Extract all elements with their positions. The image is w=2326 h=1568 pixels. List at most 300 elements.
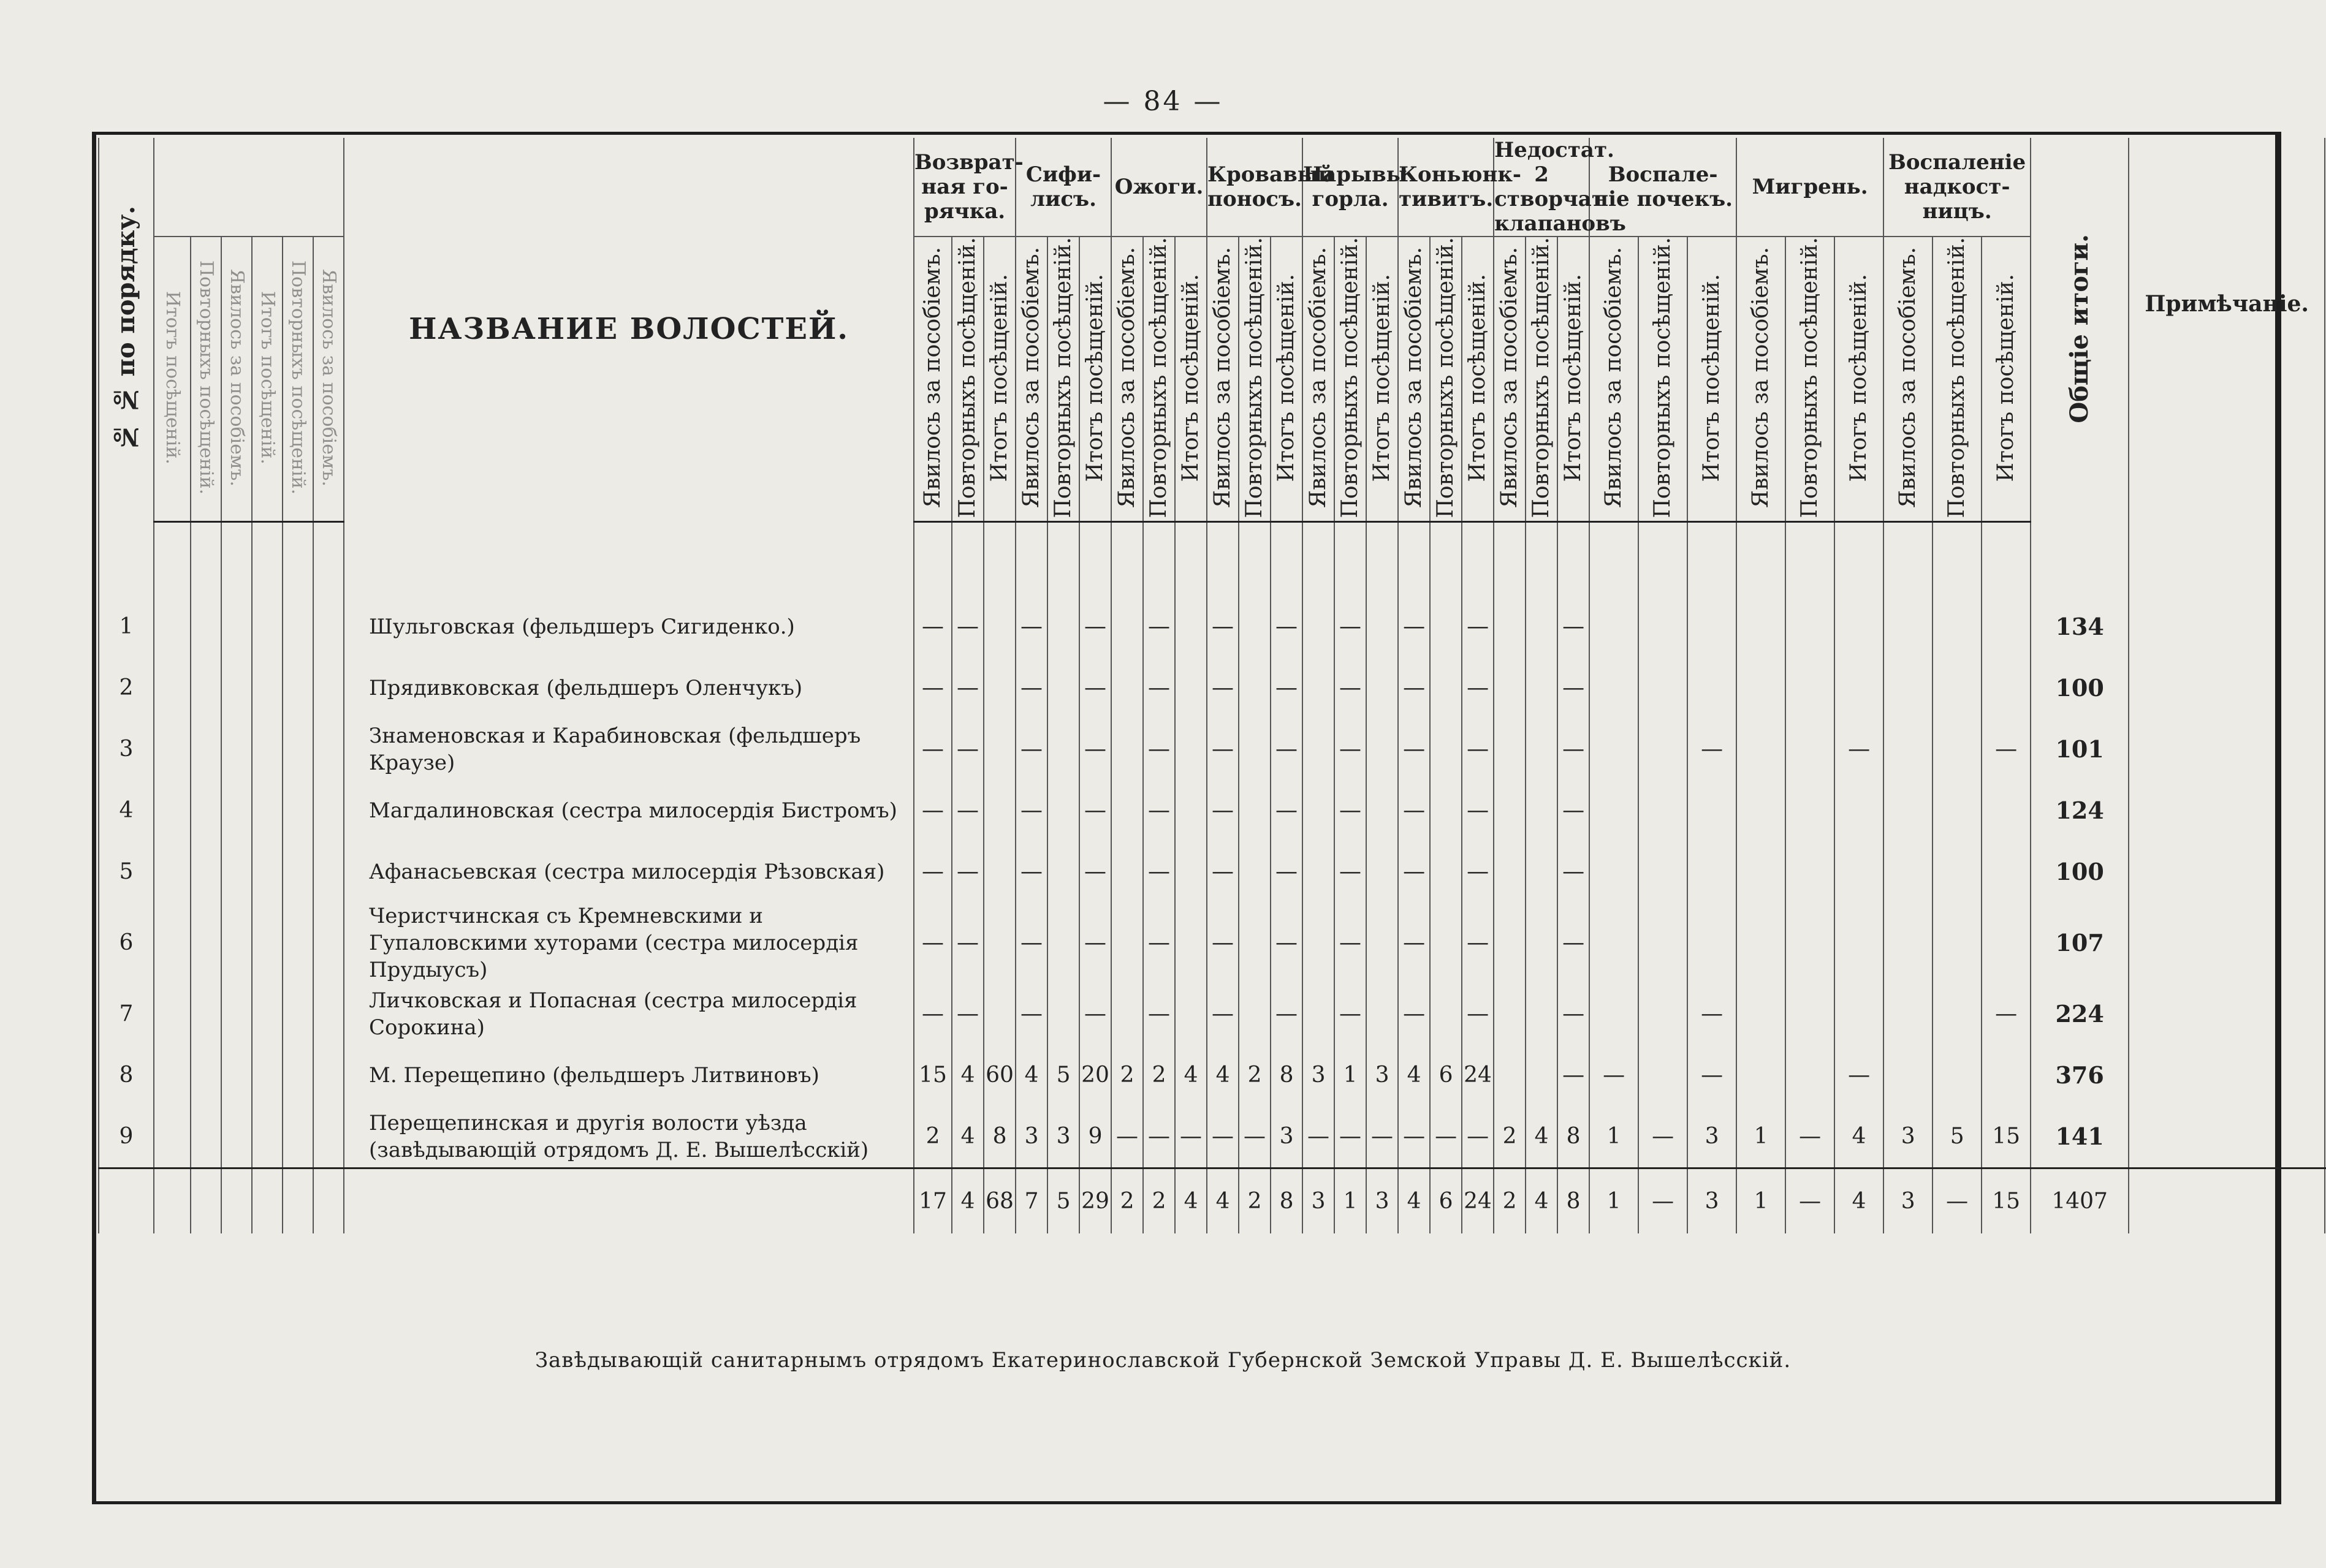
data-cell <box>1933 841 1982 903</box>
mirror-cell <box>221 596 252 657</box>
data-cell: — <box>1557 780 1589 841</box>
data-cell <box>1526 780 1557 841</box>
sum-cell: 8 <box>1271 1168 1302 1233</box>
group-header-4: Нарывы горла. <box>1302 138 1398 237</box>
data-cell <box>1175 596 1207 657</box>
mirror-cell <box>313 780 344 841</box>
data-cell: — <box>1271 596 1302 657</box>
mirror-cell <box>154 1045 191 1106</box>
mirror-cell <box>191 1168 221 1233</box>
row-number: 5 <box>99 841 154 903</box>
spacer-cell <box>1638 521 1687 596</box>
data-cell <box>1834 780 1883 841</box>
mirror-cell <box>283 657 313 719</box>
sum-cell: 24 <box>1462 1168 1494 1233</box>
sub-header-6-2 <box>1557 237 1589 521</box>
data-cell <box>1933 596 1982 657</box>
spacer-cell <box>252 521 283 596</box>
data-cell: — <box>1334 1106 1366 1168</box>
mirror-cell <box>313 841 344 903</box>
mirror-cell <box>252 983 283 1045</box>
data-cell: — <box>1207 719 1239 780</box>
sub-header-4-0 <box>1302 237 1334 521</box>
spacer-cell <box>1462 521 1494 596</box>
data-cell: — <box>1143 1106 1175 1168</box>
sum-cell: — <box>1933 1168 1982 1233</box>
mirror-cell <box>252 780 283 841</box>
data-cell: — <box>1834 1045 1883 1106</box>
spacer-cell <box>1016 521 1047 596</box>
name-header <box>344 138 914 521</box>
data-cell <box>984 657 1016 719</box>
data-cell: — <box>1589 1045 1638 1106</box>
data-cell: — <box>952 596 984 657</box>
mirror-cell <box>154 1168 191 1233</box>
data-cell <box>1982 780 2031 841</box>
data-cell <box>1047 719 1079 780</box>
data-cell <box>1111 596 1143 657</box>
sum-cell: 2 <box>1239 1168 1271 1233</box>
sum-blank <box>99 1168 154 1233</box>
table-row <box>99 1045 2326 1106</box>
data-cell <box>1785 657 1834 719</box>
mirror-cell <box>313 983 344 1045</box>
data-cell <box>1111 903 1143 983</box>
data-cell <box>1638 596 1687 657</box>
data-cell: — <box>1079 657 1111 719</box>
data-cell: — <box>914 903 952 983</box>
mirror-cell <box>191 903 221 983</box>
data-cell: 2 <box>914 1106 952 1168</box>
mirrored-headers <box>154 138 344 237</box>
sub-header-7-2-text: Итогъ посѣщеній. <box>1699 273 1725 482</box>
data-cell: 8 <box>1271 1045 1302 1106</box>
mirror-cell <box>221 1168 252 1233</box>
mirror-cell <box>154 1106 191 1168</box>
row-total: 100 <box>2031 841 2129 903</box>
data-cell: 3 <box>1366 1045 1398 1106</box>
data-cell <box>1883 596 1933 657</box>
sub-header-9-0 <box>1883 237 1933 521</box>
data-cell <box>1589 903 1638 983</box>
data-cell: — <box>1557 719 1589 780</box>
note-cell <box>2129 1106 2325 1168</box>
mirror-sub-5 <box>313 237 344 521</box>
data-cell <box>1687 657 1736 719</box>
group-header-6: Недостат. 2 створчат клапановъ <box>1494 138 1626 236</box>
sub-header-5-0-text: Явилось за пособіемъ. <box>1401 247 1427 509</box>
data-cell <box>1526 657 1557 719</box>
data-cell: — <box>952 780 984 841</box>
data-cell <box>1175 719 1207 780</box>
table-row <box>99 983 2326 1045</box>
data-cell <box>1785 719 1834 780</box>
data-cell <box>1834 596 1883 657</box>
spacer-cell <box>1557 521 1589 596</box>
data-cell: — <box>914 841 952 903</box>
data-cell <box>1933 1045 1982 1106</box>
total-header <box>2031 138 2129 521</box>
group-header-9: Воспаленіе надкост-ницъ. <box>1883 138 2031 237</box>
data-cell <box>1736 1045 1785 1106</box>
data-cell: 60 <box>984 1045 1016 1106</box>
row-total: 107 <box>2031 903 2129 983</box>
group-header-2: Ожоги. <box>1111 138 1207 237</box>
data-cell: — <box>1834 719 1883 780</box>
row-total: 101 <box>2031 719 2129 780</box>
spacer-cell <box>2129 521 2325 596</box>
data-cell: — <box>1143 719 1175 780</box>
row-number: 1 <box>99 596 154 657</box>
spacer-cell <box>1785 521 1834 596</box>
data-cell: — <box>1398 903 1430 983</box>
data-cell: — <box>1398 780 1430 841</box>
data-cell <box>984 903 1016 983</box>
mirror-cell <box>191 983 221 1045</box>
data-cell: — <box>1271 841 1302 903</box>
note-cell <box>2129 903 2325 983</box>
row-total: 100 <box>2031 657 2129 719</box>
sub-header-3-0-text: Явилось за пособіемъ. <box>1210 247 1236 509</box>
mirror-cell <box>283 1168 313 1233</box>
spacer-cell <box>1526 521 1557 596</box>
data-cell: — <box>1271 780 1302 841</box>
data-cell <box>1239 657 1271 719</box>
sum-cell: — <box>1785 1168 1834 1233</box>
spacer-cell <box>1271 521 1302 596</box>
mirror-sub-5-text: Явилось за пособіемъ. <box>318 268 340 487</box>
table-spacer-row <box>99 521 2326 596</box>
data-cell: — <box>1079 780 1111 841</box>
data-cell: — <box>914 719 952 780</box>
sum-cell: 8 <box>1557 1168 1589 1233</box>
data-cell: 3 <box>1302 1045 1334 1106</box>
data-cell <box>1302 719 1334 780</box>
data-cell <box>1430 657 1462 719</box>
sub-header-4-1-text: Повторныхъ посѣщеній. <box>1337 237 1363 518</box>
data-cell <box>1687 780 1736 841</box>
note-cell <box>2129 983 2325 1045</box>
mirror-cell <box>283 780 313 841</box>
data-cell <box>1430 903 1462 983</box>
sub-header-7-2 <box>1687 237 1736 521</box>
data-cell <box>1785 780 1834 841</box>
district-name: Знаменовская и Карабиновская (фельдшеръ Краузе) <box>344 719 914 780</box>
mirror-cell <box>252 1045 283 1106</box>
data-cell <box>1430 841 1462 903</box>
data-cell: — <box>1207 596 1239 657</box>
spacer-cell <box>1982 521 2031 596</box>
spacer-cell <box>1143 521 1175 596</box>
sub-header-2-1 <box>1143 237 1175 521</box>
data-cell: — <box>1982 719 2031 780</box>
data-cell: 8 <box>1557 1106 1589 1168</box>
data-cell <box>1785 841 1834 903</box>
sum-cell: 3 <box>1366 1168 1398 1233</box>
data-cell <box>1736 903 1785 983</box>
mirror-cell <box>313 1168 344 1233</box>
mirror-cell <box>154 657 191 719</box>
spacer-cell <box>984 521 1016 596</box>
data-cell: — <box>1334 719 1366 780</box>
data-cell <box>1175 841 1207 903</box>
data-cell: — <box>1687 983 1736 1045</box>
note-cell <box>2129 719 2325 780</box>
sum-name-blank <box>344 1168 914 1233</box>
data-cell: — <box>1143 841 1175 903</box>
data-cell: — <box>914 983 952 1045</box>
data-cell <box>1430 719 1462 780</box>
spacer-cell <box>191 521 221 596</box>
data-cell <box>1366 983 1398 1045</box>
data-cell <box>1785 903 1834 983</box>
data-cell: — <box>1016 596 1047 657</box>
data-cell <box>1302 841 1334 903</box>
mirror-sub-0-text: Итогъ посѣщеній. <box>162 290 183 464</box>
data-cell <box>1526 596 1557 657</box>
sum-cell: 17 <box>914 1168 952 1233</box>
data-cell <box>1175 780 1207 841</box>
data-cell <box>1494 780 1526 841</box>
sub-header-5-0 <box>1398 237 1430 521</box>
data-cell: 24 <box>1462 1045 1494 1106</box>
sub-header-2-0 <box>1111 237 1143 521</box>
data-cell <box>1589 719 1638 780</box>
data-cell: — <box>1687 719 1736 780</box>
sum-cell: 2 <box>1111 1168 1143 1233</box>
data-cell: — <box>1334 657 1366 719</box>
table-row <box>99 657 2326 719</box>
mirror-cell <box>191 657 221 719</box>
data-cell: 4 <box>1175 1045 1207 1106</box>
sub-header-3-0 <box>1207 237 1239 521</box>
spacer-cell <box>1494 521 1526 596</box>
data-cell <box>1430 983 1462 1045</box>
data-cell: — <box>1016 780 1047 841</box>
data-cell <box>1494 1045 1526 1106</box>
mirror-cell <box>283 841 313 903</box>
data-cell <box>1687 841 1736 903</box>
mirror-cell <box>221 780 252 841</box>
row-number-header-text: № № по порядку. <box>112 205 140 452</box>
mirror-cell <box>283 596 313 657</box>
row-number: 3 <box>99 719 154 780</box>
data-cell: 3 <box>1016 1106 1047 1168</box>
data-cell: — <box>1334 903 1366 983</box>
data-cell: — <box>1302 1106 1334 1168</box>
spacer-cell <box>914 521 952 596</box>
sum-cell: 4 <box>1834 1168 1883 1233</box>
data-cell <box>1638 719 1687 780</box>
sub-header-4-1 <box>1334 237 1366 521</box>
sub-header-1-0-text: Явилось за пособіемъ. <box>1019 247 1044 509</box>
data-cell <box>1589 657 1638 719</box>
data-cell: — <box>1334 780 1366 841</box>
sub-header-0-1-text: Повторныхъ посѣщеній. <box>955 237 981 518</box>
spacer-cell <box>1589 521 1638 596</box>
data-cell <box>1526 1045 1557 1106</box>
data-cell: — <box>1271 983 1302 1045</box>
sub-header-1-1 <box>1047 237 1079 521</box>
sub-header-8-1-text: Повторныхъ посѣщеній. <box>1797 237 1823 518</box>
sum-cell: 3 <box>1687 1168 1736 1233</box>
sum-cell: 6 <box>1430 1168 1462 1233</box>
data-cell <box>1494 903 1526 983</box>
mirror-cell <box>252 841 283 903</box>
data-cell: — <box>1207 1106 1239 1168</box>
sub-header-5-2-text: Итогъ посѣщеній. <box>1465 273 1491 482</box>
sub-header-6-0-text: Явилось за пособіемъ. <box>1497 247 1522 509</box>
sub-header-5-2 <box>1462 237 1494 521</box>
sum-row <box>99 1168 2326 1233</box>
data-cell <box>984 841 1016 903</box>
data-cell: — <box>1462 719 1494 780</box>
data-cell: — <box>1462 983 1494 1045</box>
data-cell: 2 <box>1239 1045 1271 1106</box>
mirror-sub-1 <box>191 237 221 521</box>
data-cell <box>1785 1045 1834 1106</box>
data-cell: — <box>1016 719 1047 780</box>
spacer-cell <box>1334 521 1366 596</box>
spacer-cell <box>1736 521 1785 596</box>
sub-header-0-2 <box>984 237 1016 521</box>
note-cell <box>2129 780 2325 841</box>
data-cell <box>1047 596 1079 657</box>
sub-header-6-1-text: Повторныхъ посѣщеній. <box>1529 237 1554 518</box>
mirror-cell <box>154 841 191 903</box>
data-cell <box>984 719 1016 780</box>
data-cell: 2 <box>1494 1106 1526 1168</box>
data-cell: 1 <box>1334 1045 1366 1106</box>
mirror-cell <box>191 596 221 657</box>
data-cell: — <box>1557 903 1589 983</box>
data-cell <box>1883 719 1933 780</box>
district-name: Личковская и Попасная (сестра милосердія Сорокина) <box>344 983 914 1045</box>
sub-header-2-0-text: Явилось за пособіемъ. <box>1114 247 1140 509</box>
table-row <box>99 780 2326 841</box>
group-header-5: Коньюнк-тивитъ. <box>1398 138 1494 237</box>
mirror-cell <box>191 780 221 841</box>
data-cell: — <box>1398 841 1430 903</box>
data-cell <box>1638 903 1687 983</box>
mirror-cell <box>313 657 344 719</box>
sub-header-6-0 <box>1494 237 1526 521</box>
data-cell: — <box>1207 657 1239 719</box>
mirror-sub-0 <box>154 237 191 521</box>
data-cell: — <box>1143 903 1175 983</box>
data-cell: — <box>1398 983 1430 1045</box>
data-cell <box>1366 841 1398 903</box>
sub-header-9-2 <box>1982 237 2031 521</box>
sub-header-5-1-text: Повторныхъ посѣщеній. <box>1433 237 1459 518</box>
data-cell: — <box>1557 596 1589 657</box>
data-cell: 5 <box>1933 1106 1982 1168</box>
note-cell <box>2129 657 2325 719</box>
data-cell: — <box>1334 841 1366 903</box>
row-total: 224 <box>2031 983 2129 1045</box>
data-cell: 4 <box>952 1045 984 1106</box>
sub-header-2-2-text: Итогъ посѣщеній. <box>1178 273 1204 482</box>
district-name: М. Перещепино (фельдшеръ Литвиновъ) <box>344 1045 914 1106</box>
mirror-cell <box>313 719 344 780</box>
data-cell <box>1933 983 1982 1045</box>
sub-header-9-0-text: Явилось за пособіемъ. <box>1895 247 1921 509</box>
sum-cell: 3 <box>1302 1168 1334 1233</box>
sum-cell: 3 <box>1883 1168 1933 1233</box>
data-cell: — <box>1079 596 1111 657</box>
note-header-text: Примѣчаніе. <box>2145 291 2309 317</box>
data-cell: — <box>952 903 984 983</box>
spacer-cell <box>154 521 191 596</box>
mirror-sub-3-text: Итогъ посѣщеній. <box>257 290 278 464</box>
data-cell: — <box>1143 596 1175 657</box>
sum-cell: 4 <box>1398 1168 1430 1233</box>
grand-total: 1407 <box>2031 1168 2129 1233</box>
district-name: Перещепинская и другія волости уѣзда (завѣдывающій отрядомъ Д. Е. Вышелѣсскій) <box>344 1106 914 1168</box>
sum-cell: 29 <box>1079 1168 1111 1233</box>
data-cell <box>1175 657 1207 719</box>
data-cell <box>1736 719 1785 780</box>
data-cell <box>1982 596 2031 657</box>
data-cell: 15 <box>1982 1106 2031 1168</box>
sum-cell: 15 <box>1982 1168 2031 1233</box>
data-cell: — <box>1334 983 1366 1045</box>
data-cell <box>1239 780 1271 841</box>
spacer-cell <box>99 521 154 596</box>
data-cell <box>1736 780 1785 841</box>
data-cell <box>1366 596 1398 657</box>
note-cell <box>2129 841 2325 903</box>
sum-cell: — <box>1638 1168 1687 1233</box>
mirror-cell <box>252 1168 283 1233</box>
data-cell <box>1883 657 1933 719</box>
mirror-cell <box>154 903 191 983</box>
spacer-cell <box>1933 521 1982 596</box>
data-cell: — <box>1111 1106 1143 1168</box>
data-cell: — <box>1271 657 1302 719</box>
data-cell <box>1526 841 1557 903</box>
sub-header-0-1 <box>952 237 984 521</box>
district-name: Афанасьевская (сестра милосердія Рѣзовская) <box>344 841 914 903</box>
data-cell: — <box>1462 780 1494 841</box>
data-cell <box>1366 780 1398 841</box>
data-cell <box>1638 780 1687 841</box>
spacer-cell <box>1175 521 1207 596</box>
data-cell <box>1494 983 1526 1045</box>
data-cell: — <box>1016 983 1047 1045</box>
data-cell: — <box>1430 1106 1462 1168</box>
data-cell <box>1933 719 1982 780</box>
data-cell: — <box>914 657 952 719</box>
sub-header-3-1 <box>1239 237 1271 521</box>
data-cell: 2 <box>1111 1045 1143 1106</box>
data-cell <box>1834 657 1883 719</box>
data-cell: — <box>1398 719 1430 780</box>
spacer-cell <box>221 521 252 596</box>
mirror-cell <box>154 983 191 1045</box>
data-cell: — <box>1143 657 1175 719</box>
sub-header-7-0-text: Явилось за пособіемъ. <box>1601 247 1627 509</box>
row-number: 7 <box>99 983 154 1045</box>
data-cell: 4 <box>952 1106 984 1168</box>
data-cell <box>1366 657 1398 719</box>
data-cell <box>1047 841 1079 903</box>
row-total: 141 <box>2031 1106 2129 1168</box>
district-name: Шульговская (фельдшеръ Сигиденко.) <box>344 596 914 657</box>
data-cell: 5 <box>1047 1045 1079 1106</box>
sub-header-8-0-text: Явилось за пособіемъ. <box>1748 247 1774 509</box>
data-cell <box>1933 657 1982 719</box>
